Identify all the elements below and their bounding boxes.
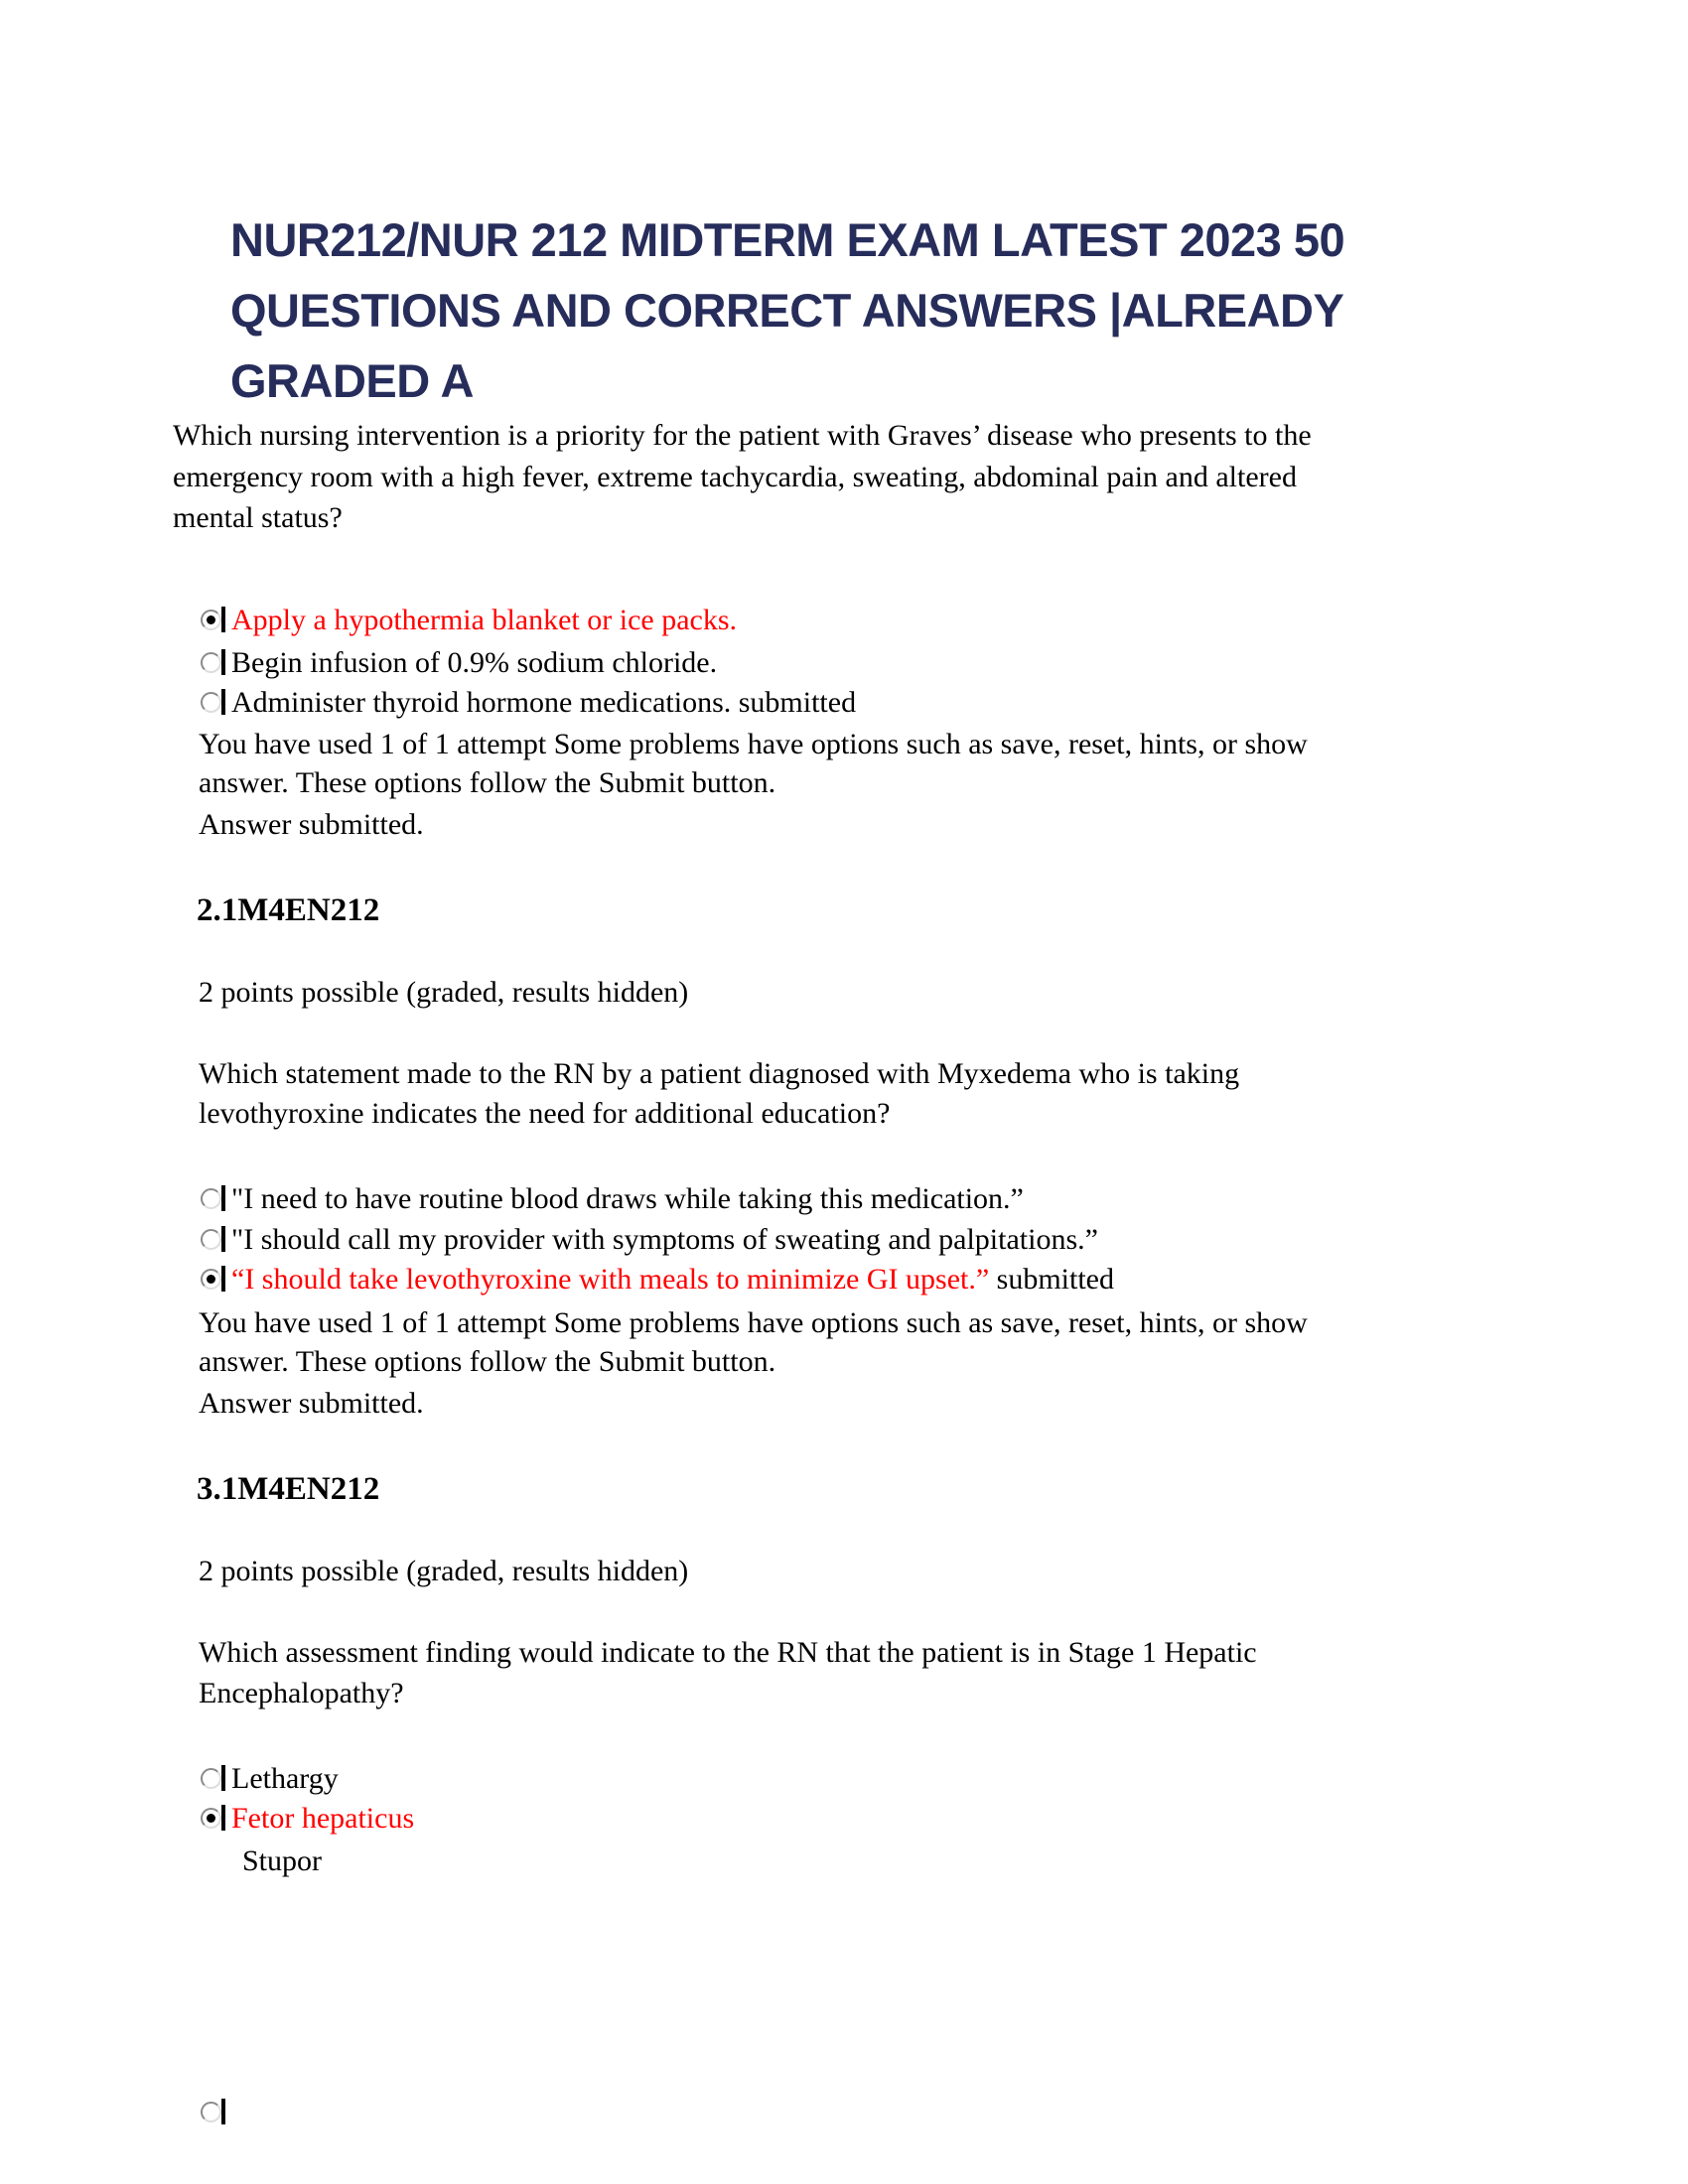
- question-heading: 3.1M4EN212: [197, 1471, 380, 1507]
- radio-icon[interactable]: [201, 2099, 226, 2124]
- answer-option-selected[interactable]: [231, 1260, 1114, 1299]
- submitted-tag: submitted: [731, 686, 857, 719]
- points-info: 2 points possible (graded, results hidden): [199, 976, 689, 1009]
- question-text: Which statement made to the RN by a patient diagnosed with Myxedema who is taking: [199, 1057, 1240, 1090]
- option-label: “I should take levothyroxine with meals to minimize GI upset.”: [231, 1263, 990, 1296]
- attempt-info: You have used 1 of 1 attempt Some problems have options such as save, reset, hints, or show: [199, 728, 1308, 760]
- answer-option[interactable]: [231, 683, 856, 723]
- answer-option-selected[interactable]: Fetor hepaticus: [231, 1802, 415, 1835]
- title-line: QUESTIONS AND CORRECT ANSWERS |ALREADY: [230, 284, 1344, 337]
- question-text: Encephalopathy?: [199, 1677, 404, 1709]
- answer-option[interactable]: Stupor: [242, 1844, 323, 1877]
- document-title: [230, 205, 1521, 416]
- attempt-info: answer. These options follow the Submit button.: [199, 766, 776, 799]
- radio-selected-icon[interactable]: [201, 1266, 226, 1292]
- question-text: mental status?: [173, 501, 343, 534]
- question-text: Which assessment finding would indicate to the RN that the patient is in Stage 1 Hepatic: [199, 1636, 1257, 1669]
- radio-selected-icon[interactable]: [201, 1805, 226, 1831]
- answer-option[interactable]: Lethargy: [231, 1762, 339, 1795]
- title-line: NUR212/NUR 212 MIDTERM EXAM LATEST 2023 50: [230, 213, 1345, 266]
- question-text: levothyroxine indicates the need for additional education?: [199, 1097, 891, 1130]
- radio-icon[interactable]: [201, 1226, 226, 1252]
- answer-option[interactable]: Begin infusion of 0.9% sodium chloride.: [231, 646, 718, 679]
- title-line: GRADED A: [230, 354, 474, 407]
- option-label: Administer thyroid hormone medications.: [231, 686, 732, 719]
- radio-icon[interactable]: [201, 689, 226, 715]
- radio-icon[interactable]: [201, 1185, 226, 1211]
- radio-selected-icon[interactable]: [201, 607, 226, 632]
- question-text: Which nursing intervention is a priority for the patient with Graves’ disease who presents to the: [173, 419, 1312, 452]
- radio-icon[interactable]: [201, 1765, 226, 1791]
- radio-icon[interactable]: [201, 649, 226, 675]
- attempt-info: You have used 1 of 1 attempt Some problems have options such as save, reset, hints, or show: [199, 1306, 1308, 1339]
- attempt-info: answer. These options follow the Submit button.: [199, 1345, 776, 1378]
- question-heading: 2.1M4EN212: [197, 892, 380, 928]
- answer-option[interactable]: "I need to have routine blood draws while taking this medication.”: [231, 1182, 1024, 1215]
- submission-status: Answer submitted.: [199, 808, 424, 841]
- answer-option-selected[interactable]: Apply a hypothermia blanket or ice packs.: [231, 604, 738, 636]
- question-text: emergency room with a high fever, extreme tachycardia, sweating, abdominal pain and altered: [173, 461, 1297, 493]
- answer-option[interactable]: "I should call my provider with symptoms of sweating and palpitations.”: [231, 1223, 1098, 1256]
- points-info: 2 points possible (graded, results hidden): [199, 1555, 689, 1587]
- submitted-tag: submitted: [989, 1263, 1114, 1296]
- submission-status: Answer submitted.: [199, 1387, 424, 1420]
